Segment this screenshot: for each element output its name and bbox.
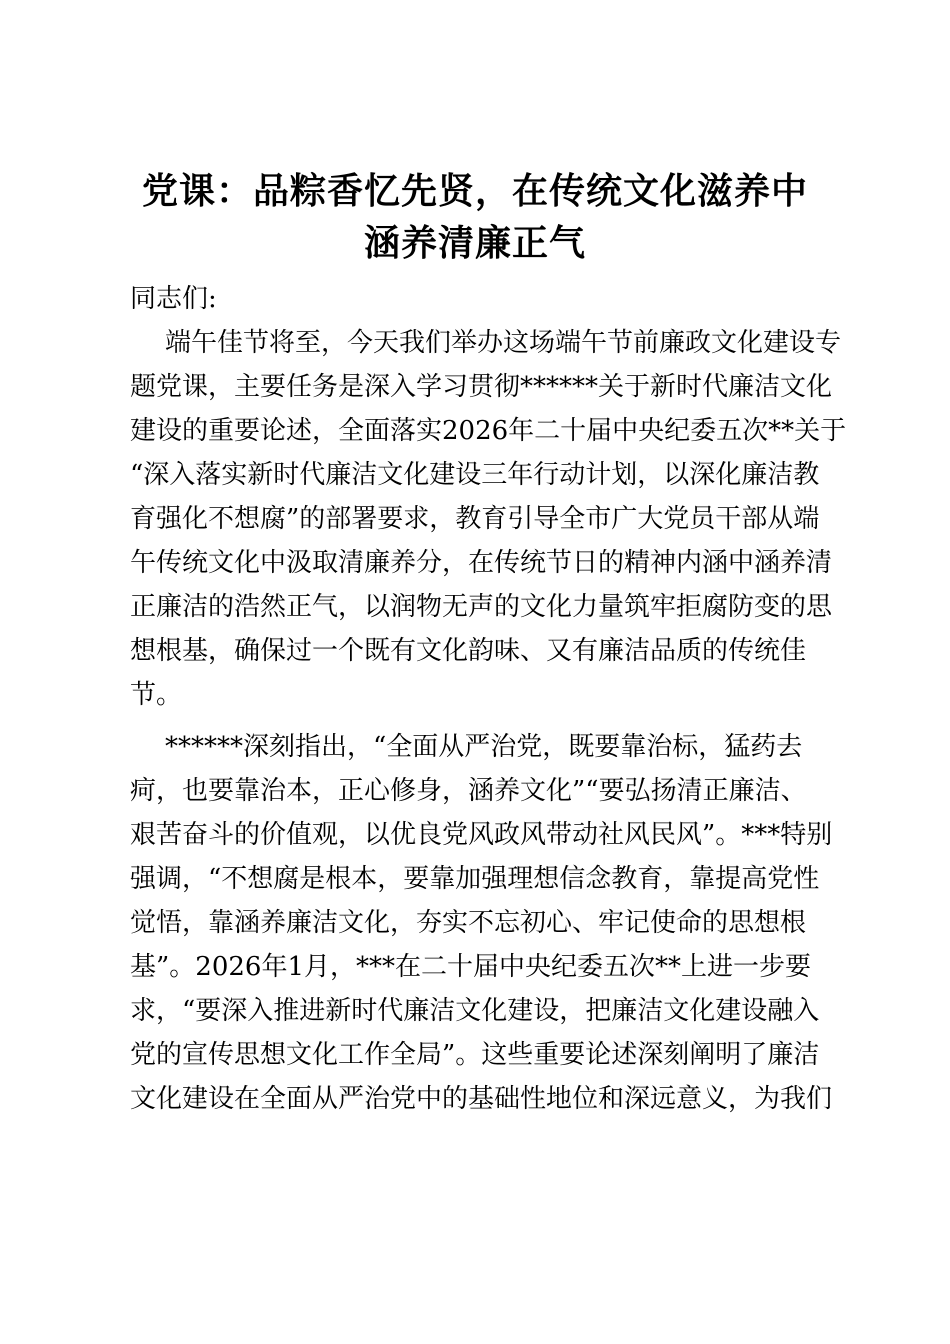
text-line: 正廉洁的浩然正气，以润物无声的文化力量筑牢拒腐防变的思 — [130, 592, 833, 622]
paragraph — [130, 321, 847, 717]
text-line: 觉悟，靠涵养廉洁文化，夯实不忘初心、牢记使命的思想根 — [130, 908, 807, 938]
text-line: ******深刻指出，“全面从严治党，既要靠治标，猛药去 — [165, 732, 803, 762]
text-line: 育强化不想腐”的部署要求，教育引导全市广大党员干部从端 — [130, 504, 820, 534]
text-line: 文化建设在全面从严治党中的基础性地位和深远意义，为我们 — [130, 1084, 833, 1114]
paragraph-spacer — [130, 717, 830, 725]
text-line: “深入落实新时代廉洁文化建设三年行动计划，以深化廉洁教 — [130, 460, 820, 490]
text-line: 求，“要深入推进新时代廉洁文化建设，把廉洁文化建设融入 — [130, 996, 820, 1026]
title-line: 党课：品粽香忆先贤，在传统文化滋养中 — [141, 170, 808, 212]
text-line: 题党课，主要任务是深入学习贯彻******关于新时代廉洁文化 — [130, 372, 833, 402]
text-line: 想根基，确保过一个既有文化韵味、又有廉洁品质的传统佳 — [130, 636, 807, 666]
document-body — [130, 277, 847, 1121]
salutation: 同志们: — [130, 284, 217, 314]
text-line: 建设的重要论述，全面落实2026年二十届中央纪委五次**关于 — [130, 416, 847, 446]
document-title — [120, 165, 830, 269]
text-line: 午传统文化中汲取清廉养分，在传统节日的精神内涵中涵养清 — [130, 548, 833, 578]
text-line: 强调，“不想腐是根本，要靠加强理想信念教育，靠提高党性 — [130, 864, 820, 894]
text-line: 节。 — [130, 680, 183, 710]
text-line: 端午佳节将至，今天我们举办这场端午节前廉政文化建设专 — [165, 328, 842, 358]
paragraph — [130, 725, 833, 1121]
text-line: 艰苦奋斗的价值观，以优良党风政风带动社风民风”。***特别 — [130, 820, 833, 850]
text-line: 疴，也要靠治本，正心修身，涵养文化”“要弘扬清正廉洁、 — [130, 776, 807, 806]
title-line: 涵养清廉正气 — [363, 222, 586, 264]
text-line: 党的宣传思想文化工作全局”。这些重要论述深刻阐明了廉洁 — [130, 1040, 820, 1070]
text-line: 基”。2026年1月，***在二十届中央纪委五次**上进一步要 — [130, 952, 812, 982]
